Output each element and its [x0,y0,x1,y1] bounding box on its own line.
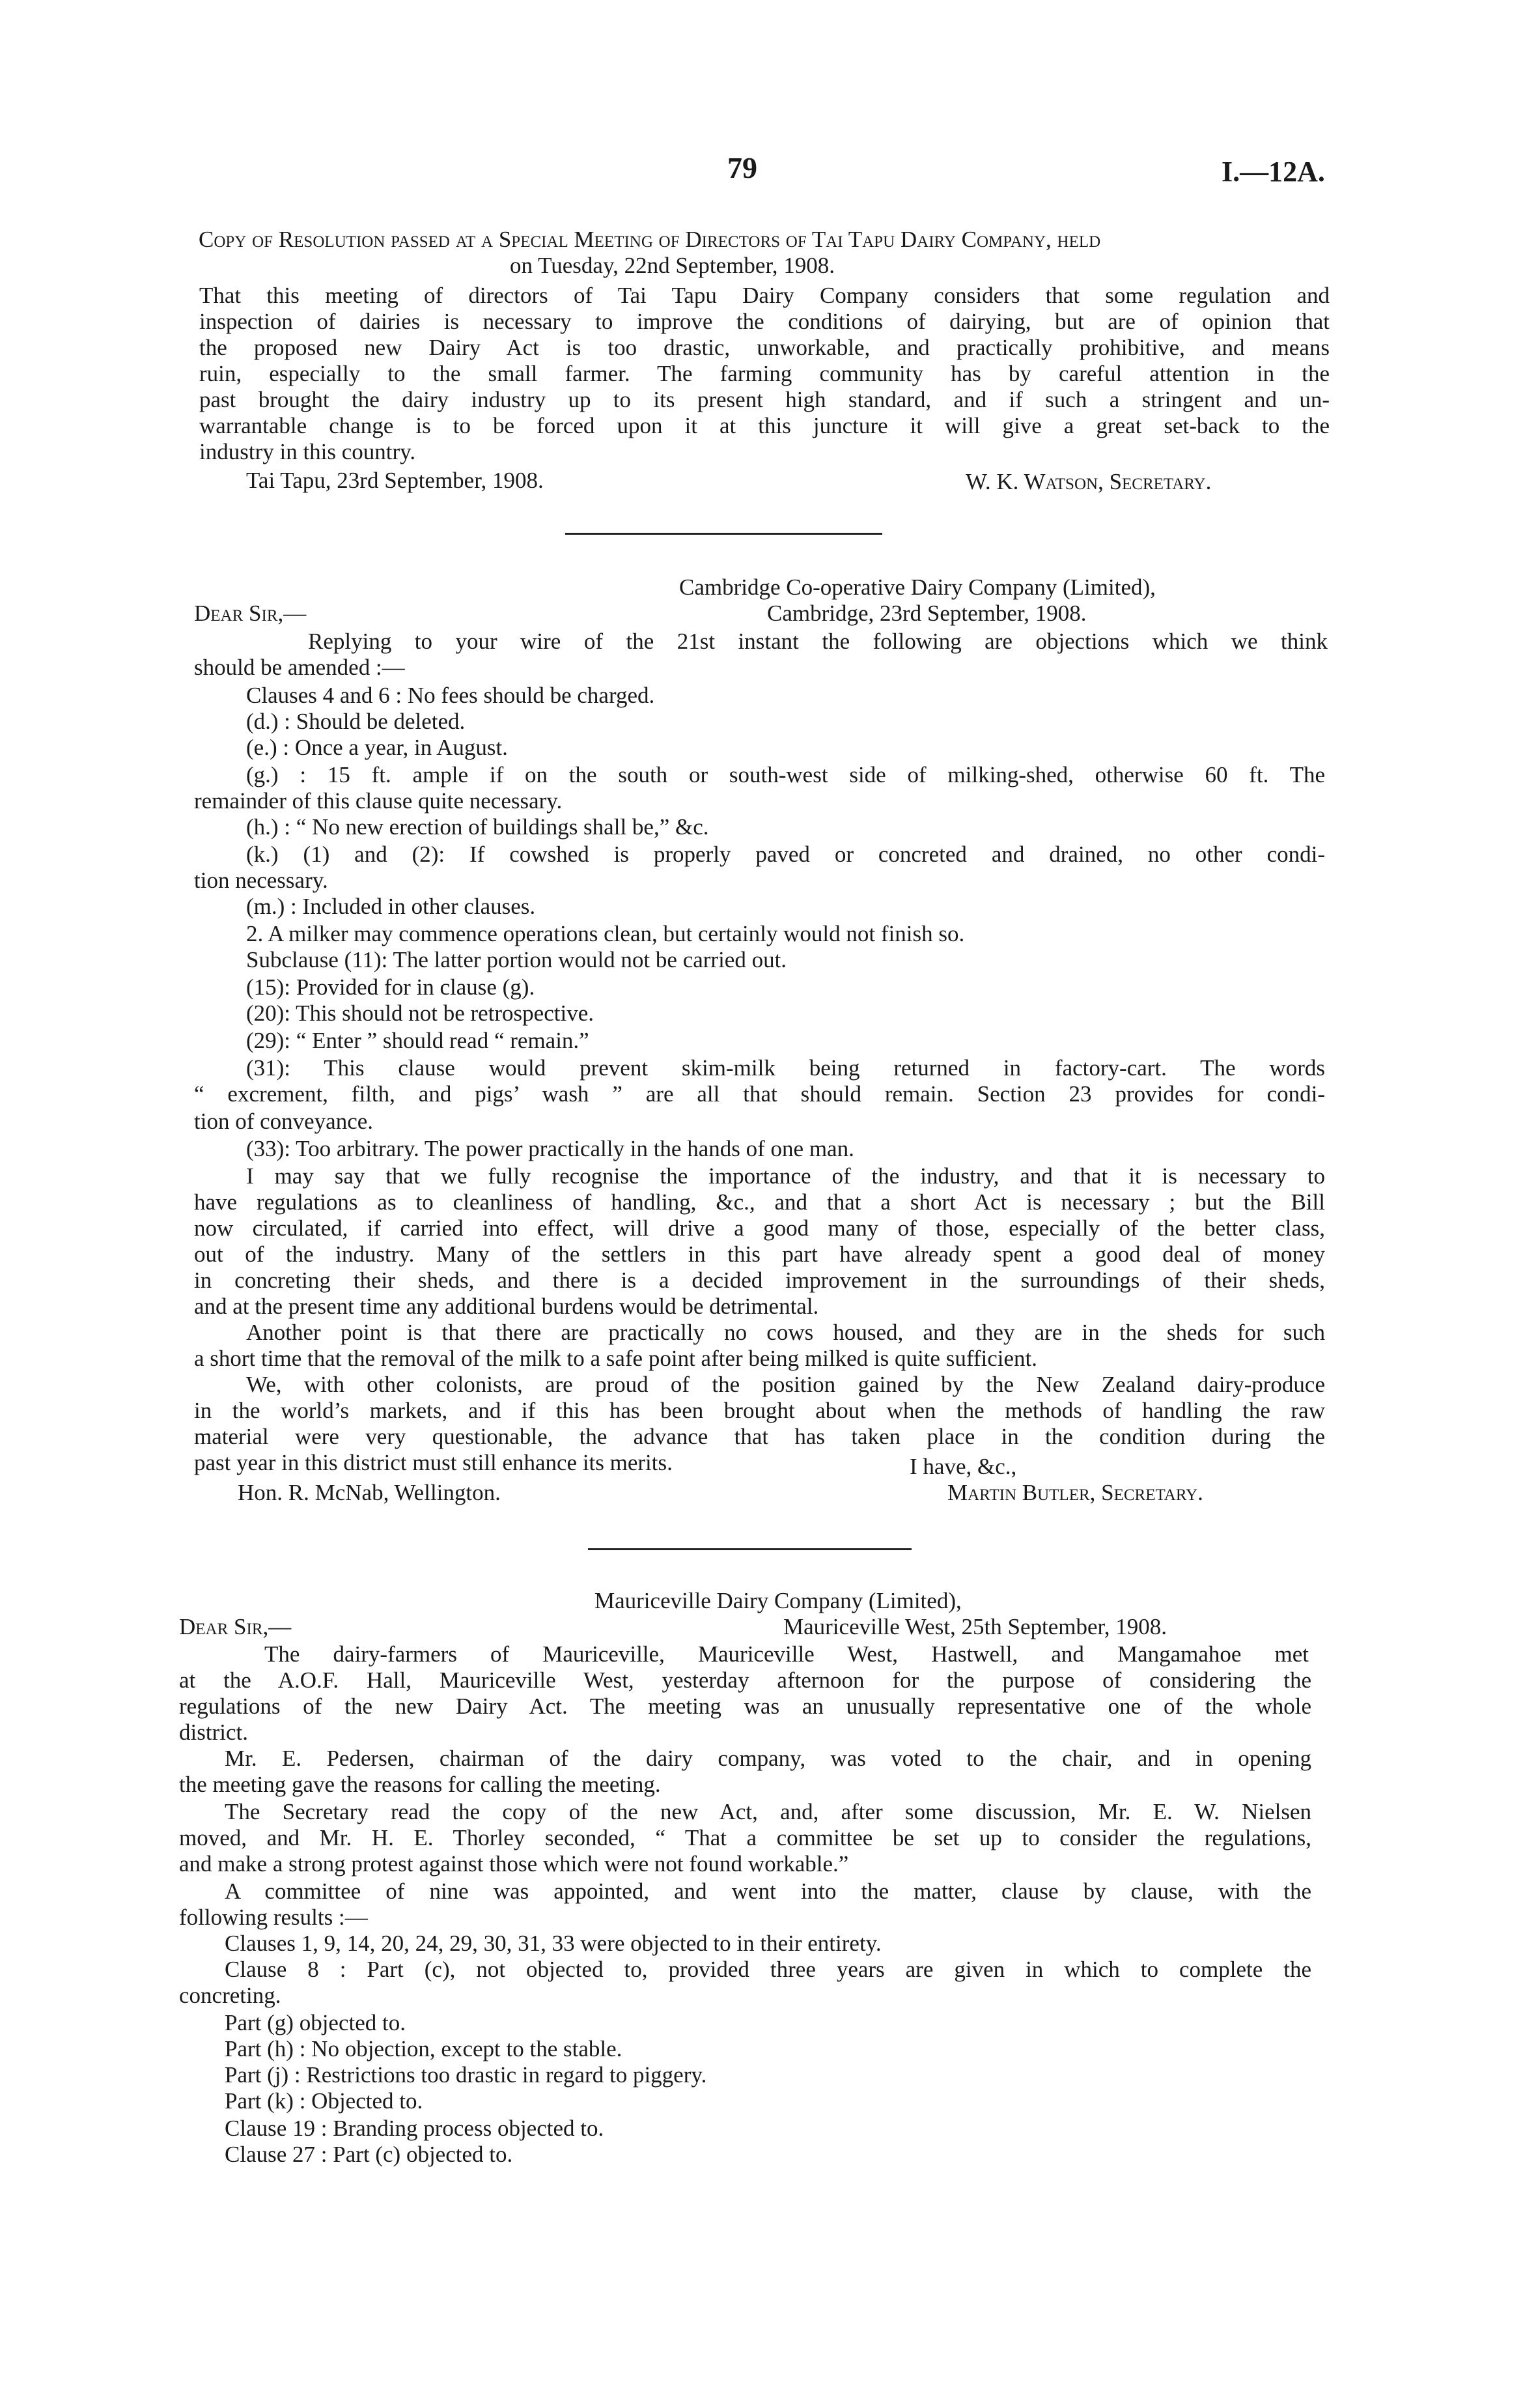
text-line: at the A.O.F. Hall, Mauriceville West, yesterday afternoon for the purpose of considering the [179,1667,1311,1693]
text-line: (31): This clause would prevent skim-milk being returned in factory-cart. The words [246,1055,1325,1081]
text-line: That this meeting of directors of Tai Tapu Dairy Company considers that some regulation and [199,283,1330,308]
text-line: and at the present time any additional burdens would be detrimental. [194,1294,819,1319]
text-line: now circulated, if carried into effect, will drive a good many of those, especially of the better class, [194,1215,1325,1241]
text-line: (k.) (1) and (2): If cowshed is properly paved or concreted and drained, no other condi- [246,842,1325,867]
text-line: out of the industry. Many of the settlers in this part have already spent a good deal of money [194,1241,1325,1267]
text-line: (15): Provided for in clause (g). [246,974,535,1000]
text-line: (e.) : Once a year, in August. [246,735,508,760]
text-line: the meeting gave the reasons for calling the meeting. [179,1772,661,1797]
text-line: regulations of the new Dairy Act. The meeting was an unusually representative one of the whole [179,1693,1311,1719]
section-divider [565,533,882,535]
text-line: Part (h) : No objection, except to the stable. [225,2036,622,2061]
resolution-title-date: on Tuesday, 22nd September, 1908. [510,253,835,278]
text-line: Clauses 1, 9, 14, 20, 24, 29, 30, 31, 33 were objected to in their entirety. [225,1931,882,1956]
text-line: Subclause (11): The latter portion would not be carried out. [246,947,787,972]
text-line: warrantable change is to be forced upon it at this juncture it will give a great set-back to the [199,413,1330,438]
text-line: (g.) : 15 ft. ample if on the south or south-west side of milking-shed, otherwise 60 ft. The [246,762,1325,787]
text-line: I may say that we fully recognise the importance of the industry, and that it is necessary to [246,1163,1325,1189]
text-line: past year in this district must still enhance its merits. [194,1450,673,1475]
text-line: Another point is that there are practically no cows housed, and they are in the sheds for such [246,1320,1325,1345]
text-line: the proposed new Dairy Act is too drastic, unworkable, and practically prohibitive, and means [199,335,1330,360]
text-line: (33): Too arbitrary. The power practically in the hands of one man. [246,1136,854,1161]
text-line: Clause 27 : Part (c) objected to. [225,2142,513,2167]
text-line: (20): This should not be retrospective. [246,1000,594,1026]
section-divider [588,1548,912,1550]
text-line: Clause 8 : Part (c), not objected to, provided three years are given in which to complete the [225,1957,1311,1982]
text-line: remainder of this clause quite necessary. [194,788,563,814]
text-line: (d.) : Should be deleted. [246,709,466,734]
text-line: The Secretary read the copy of the new Act, and, after some discussion, Mr. E. W. Nielsen [225,1799,1311,1824]
cambridge-salutation: Dear Sir,— [194,601,307,626]
text-line: a short time that the removal of the milk to a safe point after being milked is quite sufficient. [194,1346,1037,1371]
mauriceville-company-name: Mauriceville Dairy Company (Limited), [594,1588,962,1613]
text-line: Clauses 4 and 6 : No fees should be charged. [246,683,655,708]
text-line: district. [179,1720,248,1745]
cambridge-addressee: Hon. R. McNab, Wellington. [238,1480,501,1505]
cambridge-closing: I have, &c., [910,1454,1017,1479]
resolution-place-date: Tai Tapu, 23rd September, 1908. [246,468,544,493]
text-line: should be amended :— [194,655,405,680]
cambridge-company-name: Cambridge Co-operative Dairy Company (Limited), [679,574,1156,600]
text-line: following results :— [179,1905,368,1930]
text-line: material were very questionable, the advance that has taken place in the condition during the [194,1424,1325,1449]
mauriceville-salutation: Dear Sir,— [179,1614,292,1639]
text-line: “ excrement, filth, and pigs’ wash ” are all that should remain. Section 23 provides for condi- [194,1081,1325,1107]
text-line: Mr. E. Pedersen, chairman of the dairy company, was voted to the chair, and in opening [225,1746,1311,1771]
text-line: past brought the dairy industry up to its present high standard, and if such a stringent and un- [199,387,1330,412]
text-line: 2. A milker may commence operations clean, but certainly would not finish so. [246,921,965,946]
cambridge-signature: Martin Butler, Secretary. [947,1480,1203,1505]
text-line: Part (k) : Objected to. [225,2088,423,2114]
text-line: (29): “ Enter ” should read “ remain.” [246,1028,589,1053]
text-line: Part (j) : Restrictions too drastic in regard to piggery. [225,2062,707,2088]
resolution-title: Copy of Resolution passed at a Special Meeting of Directors of Tai Tapu Dairy Company, held [199,227,1101,252]
text-line: Clause 19 : Branding process objected to. [225,2116,604,2141]
text-line: (h.) : “ No new erection of buildings shall be,” &c. [246,814,709,840]
cambridge-place-date: Cambridge, 23rd September, 1908. [767,601,1087,626]
resolution-signature: W. K. Watson, Secretary. [966,469,1212,494]
text-line: moved, and Mr. H. E. Thorley seconded, “ That a committee be set up to consider the regulations, [179,1825,1311,1850]
mauriceville-place-date: Mauriceville West, 25th September, 1908. [783,1614,1167,1639]
page-number: 79 [727,151,757,184]
text-line: have regulations as to cleanliness of handling, &c., and that a short Act is necessary ; but the Bill [194,1189,1325,1215]
text-line: concreting. [179,1983,281,2008]
text-line: tion of conveyance. [194,1109,374,1134]
text-line: Replying to your wire of the 21st instant the following are objections which we think [308,629,1328,654]
text-line: tion necessary. [194,868,328,893]
text-line: ruin, especially to the small farmer. The farming community has by careful attention in the [199,361,1330,386]
text-line: inspection of dairies is necessary to improve the conditions of dairying, but are of opinion that [199,309,1330,334]
text-line: (m.) : Included in other clauses. [246,894,536,919]
document-reference: I.—12A. [1222,156,1325,188]
text-line: in concreting their sheds, and there is a decided improvement in the surroundings of their sheds, [194,1268,1325,1293]
text-line: A committee of nine was appointed, and went into the matter, clause by clause, with the [225,1878,1311,1904]
text-line: industry in this country. [199,439,416,464]
text-line: We, with other colonists, are proud of the position gained by the New Zealand dairy-produce [246,1372,1325,1397]
text-line: Part (g) objected to. [225,2010,406,2035]
text-line: in the world’s markets, and if this has been brought about when the methods of handling the raw [194,1398,1325,1423]
text-line: and make a strong protest against those which were not found workable.” [179,1851,849,1877]
text-line: The dairy-farmers of Mauriceville, Mauriceville West, Hastwell, and Mangamahoe met [264,1641,1309,1667]
